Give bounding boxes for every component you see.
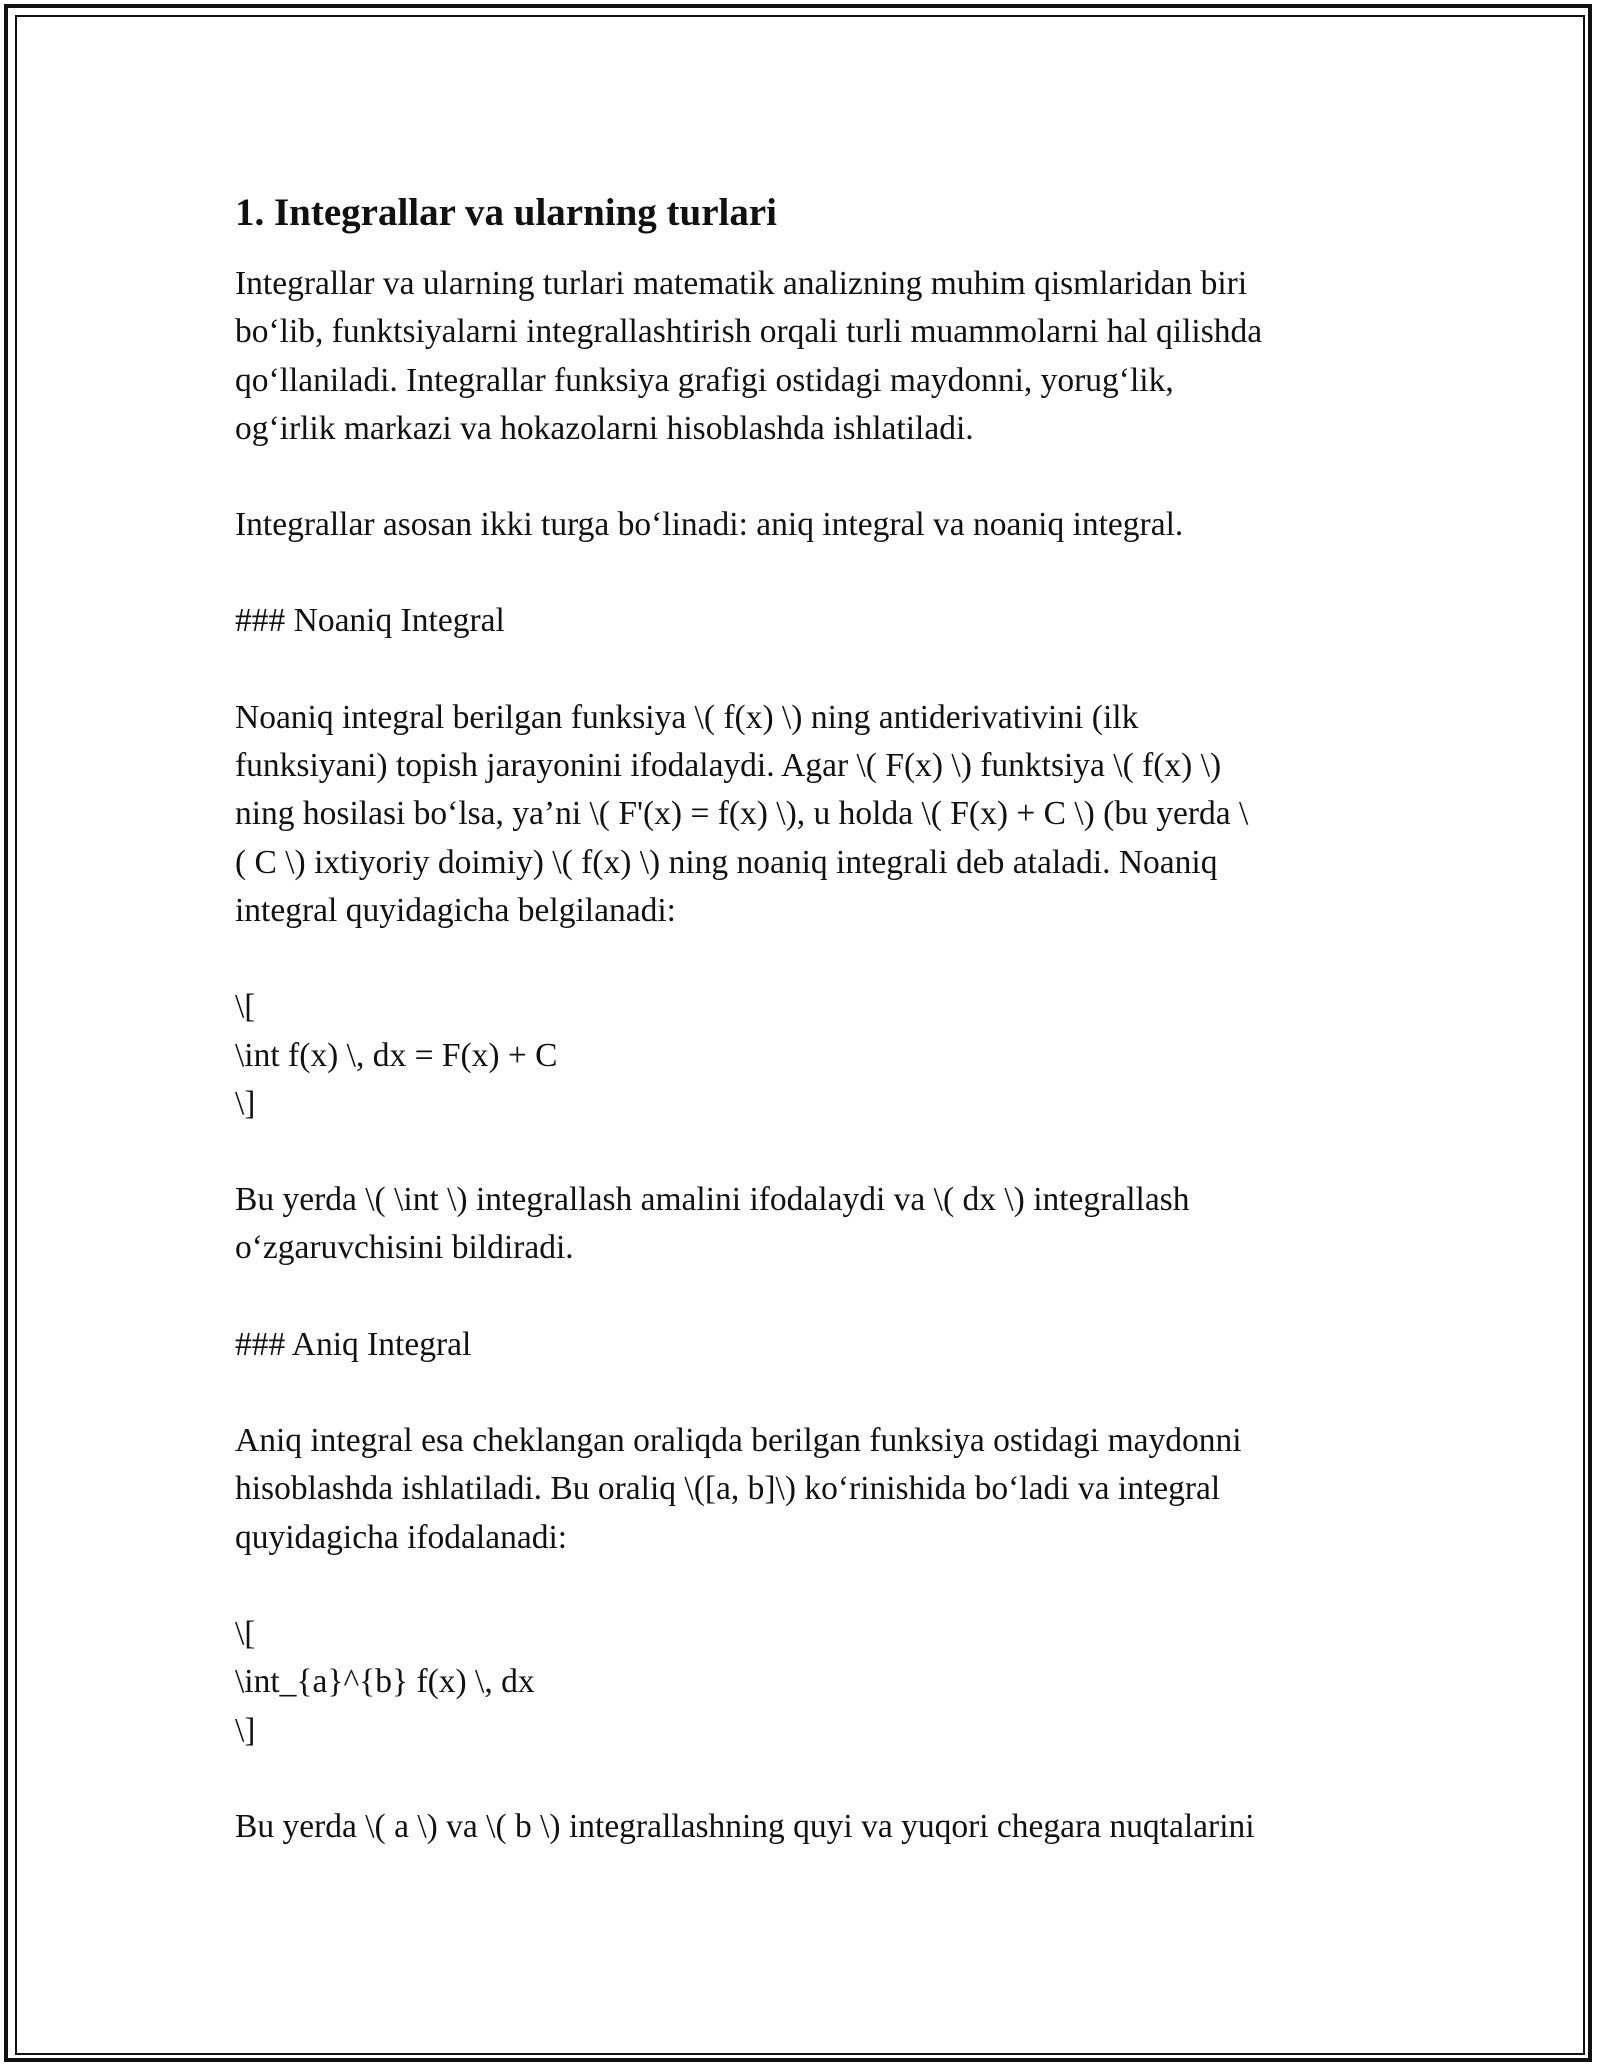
formula-line: \[: [235, 1614, 256, 1652]
text-line: bo‘lib, funktsiyalarni integrallashtirish orqali turli muammolarni hal qilishda: [235, 313, 1263, 351]
text-line: Bu yerda \( \int \) integrallash amalini ifodalaydi va \( dx \) integrallash: [235, 1181, 1190, 1219]
noaniq-subheading: [235, 597, 1385, 645]
formula-line: \]: [235, 1084, 256, 1122]
formula-line: \int_{a}^{b} f(x) \, dx: [235, 1663, 535, 1701]
formula-line: \[: [235, 988, 256, 1026]
document-title: 1. Integrallar va ularning turlari: [235, 191, 778, 234]
noaniq-explanation: [235, 1176, 1385, 1273]
text-line: funksiyani) topish jarayonini ifodalaydi. Agar \( F(x) \) funktsiya \( f(x) \): [235, 747, 1222, 785]
aniq-paragraph: [235, 1417, 1385, 1562]
aniq-formula: [235, 1610, 1385, 1755]
text-line: ### Noaniq Integral: [235, 602, 505, 640]
text-line: og‘irlik markazi va hokazolarni hisoblashda ishlatiladi.: [235, 409, 974, 447]
intro-paragraph: [235, 260, 1385, 453]
types-paragraph: [235, 501, 1385, 549]
text-line: Bu yerda \( a \) va \( b \) integrallashning quyi va yuqori chegara nuqtalarini: [235, 1807, 1255, 1845]
noaniq-paragraph: [235, 694, 1385, 935]
text-line: hisoblashda ishlatiladi. Bu oraliq \([a, b]\) ko‘rinishida bo‘ladi va integral: [235, 1470, 1221, 1508]
formula-line: \int f(x) \, dx = F(x) + C: [235, 1036, 558, 1074]
text-line: Integrallar asosan ikki turga bo‘linadi: aniq integral va noaniq integral.: [235, 506, 1184, 544]
text-line: ning hosilasi bo‘lsa, ya’ni \( F'(x) = f(x) \), u holda \( F(x) + C \) (bu yerda \: [235, 795, 1249, 833]
document-body: [235, 188, 1385, 1851]
text-line: o‘zgaruvchisini bildiradi.: [235, 1229, 574, 1267]
text-line: quyidagicha ifodalanadi:: [235, 1518, 568, 1556]
aniq-subheading: [235, 1321, 1385, 1369]
text-line: Integrallar va ularning turlari matematik analizning muhim qismlaridan biri: [235, 265, 1248, 302]
formula-line: \]: [235, 1711, 256, 1749]
text-line: Noaniq integral berilgan funksiya \( f(x) \) ning antiderivativini (ilk: [235, 698, 1139, 736]
text-line: qo‘llaniladi. Integrallar funksiya grafigi ostidagi maydonni, yorug‘lik,: [235, 361, 1174, 399]
aniq-explanation: [235, 1803, 1385, 1851]
text-line: integral quyidagicha belgilanadi:: [235, 891, 676, 929]
noaniq-formula: [235, 983, 1385, 1128]
text-line: ( C \) ixtiyoriy doimiy) \( f(x) \) ning noaniq integrali deb ataladi. Noaniq: [235, 843, 1218, 881]
text-line: ### Aniq Integral: [235, 1325, 472, 1363]
text-line: Aniq integral esa cheklangan oraliqda berilgan funksiya ostidagi maydonni: [235, 1422, 1242, 1460]
